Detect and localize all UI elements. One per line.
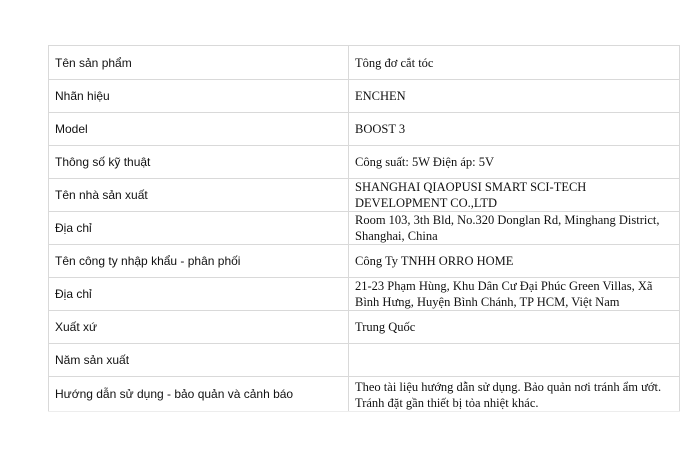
table-row xyxy=(49,212,680,245)
product-spec-table xyxy=(48,45,680,412)
row-label: Tên sản phẩm xyxy=(49,46,349,80)
row-value: Trung Quốc xyxy=(349,311,680,344)
row-label: Tên nhà sản xuất xyxy=(49,179,349,212)
table-row xyxy=(49,80,680,113)
row-value: Room 103, 3th Bld, No.320 Donglan Rd, Minghang District, Shanghai, China xyxy=(349,212,680,245)
row-label: Năm sản xuất xyxy=(49,344,349,377)
table-row xyxy=(49,179,680,212)
row-value: BOOST 3 xyxy=(349,113,680,146)
row-label: Tên công ty nhập khẩu - phân phối xyxy=(49,245,349,278)
row-label: Địa chỉ xyxy=(49,212,349,245)
row-value: 21-23 Phạm Hùng, Khu Dân Cư Đại Phúc Green Villas, Xã Bình Hưng, Huyện Bình Chánh, TP HCM, Việt Nam xyxy=(349,278,680,311)
row-value: Tông đơ cắt tóc xyxy=(349,46,680,80)
row-label: Địa chỉ xyxy=(49,278,349,311)
table-row xyxy=(49,344,680,377)
table-row xyxy=(49,377,680,412)
table-row xyxy=(49,146,680,179)
row-value: Công suất: 5W Điện áp: 5V xyxy=(349,146,680,179)
table-row xyxy=(49,113,680,146)
row-value: Theo tài liệu hướng dẫn sử dụng. Bảo quản nơi tránh ẩm ướt. Tránh đặt gần thiết bị tỏa nhiệt khác. xyxy=(349,377,680,412)
row-label: Thông số kỹ thuật xyxy=(49,146,349,179)
table-row xyxy=(49,278,680,311)
row-label: Nhãn hiệu xyxy=(49,80,349,113)
table-row xyxy=(49,46,680,80)
row-value: Công Ty TNHH ORRO HOME xyxy=(349,245,680,278)
table-row xyxy=(49,245,680,278)
row-label: Hướng dẫn sử dụng - bảo quản và cảnh báo xyxy=(49,377,349,412)
row-value: SHANGHAI QIAOPUSI SMART SCI-TECH DEVELOPMENT CO.,LTD xyxy=(349,179,680,212)
row-value: ENCHEN xyxy=(349,80,680,113)
row-value xyxy=(349,344,680,377)
table-row xyxy=(49,311,680,344)
row-label: Model xyxy=(49,113,349,146)
row-label: Xuất xứ xyxy=(49,311,349,344)
